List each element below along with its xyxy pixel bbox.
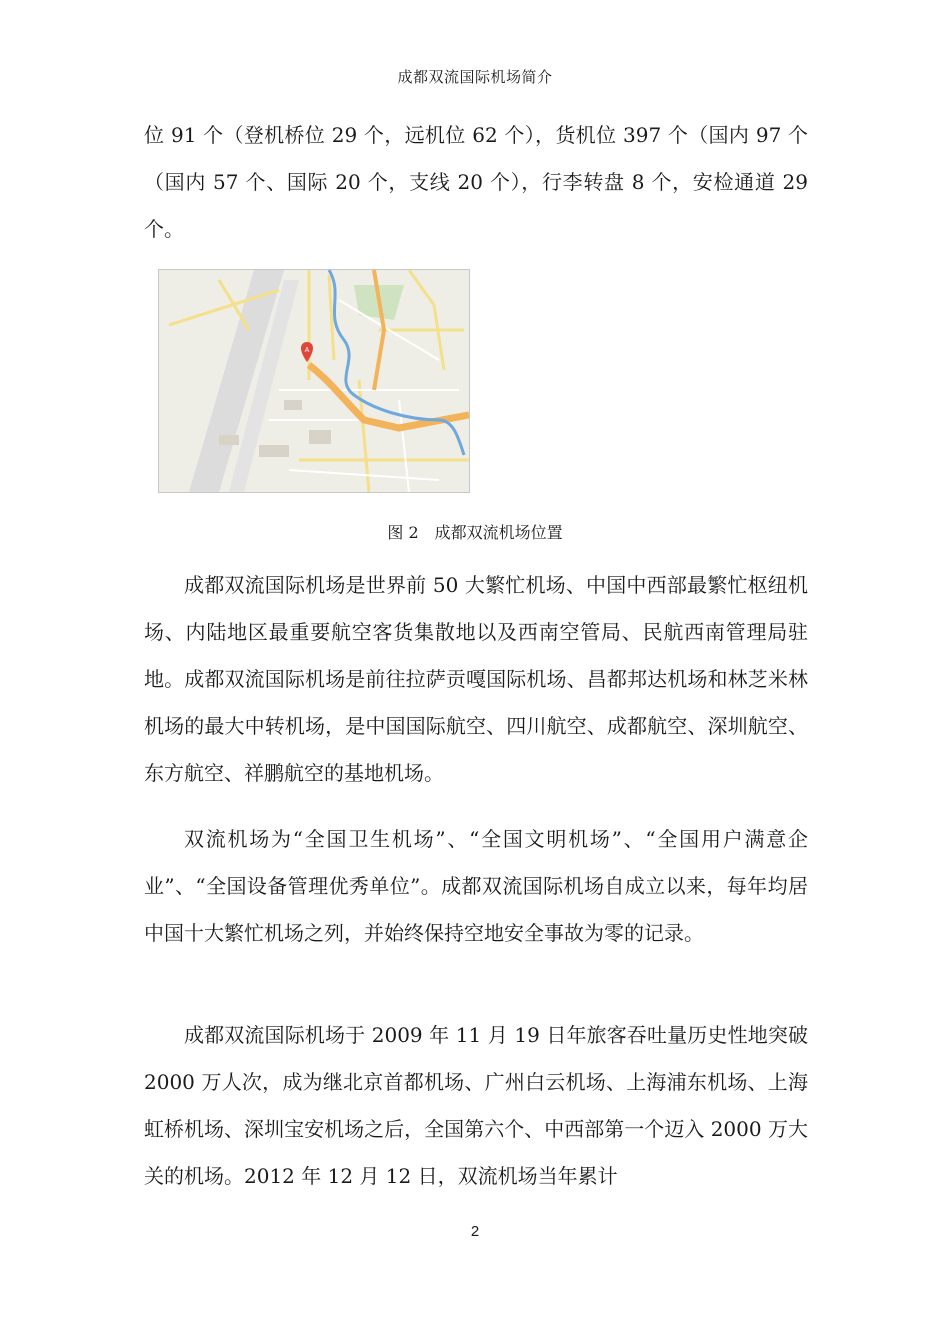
page-number: 2 [470,1223,480,1240]
page-header-title: 成都双流国际机场简介 [397,68,553,86]
paragraph-2-text: 成都双流国际机场是世界前 50 大繁忙机场、中国中西部最繁忙枢纽机场、内陆地区最重要航空客货集散地以及西南空管局、民航西南管理局驻地。成都双流国际机场是前往拉萨贡嘎国际机场、昌都邦达机场和林芝米林机场的最大中转机场，是中国国际航空、四川航空、成都航空、深圳航空、东方航空、祥鹏航空的基地机场。 [144,573,808,785]
map-figure [158,269,470,493]
paragraph-4 [144,1012,808,1200]
airport-location-map [159,270,469,492]
paragraph-3-text: 双流机场为“全国卫生机场”、“全国文明机场”、“全国用户满意企业”、“全国设备管理优秀单位”。成都双流国际机场自成立以来，每年均居中国十大繁忙机场之列，并始终保持空地安全事故为零的记录。 [144,827,808,945]
figure-caption: 图 2 成都双流机场位置 [387,523,563,542]
paragraph-4-text: 成都双流国际机场于 2009 年 11 月 19 日年旅客吞吐量历史性地突破 2000 万人次，成为继北京首都机场、广州白云机场、上海浦东机场、上海虹桥机场、深圳宝安机场之后，全国第六个、中西部第一个迈入 2000 万大关的机场。2012 年 12 月 12 日，双流机场当年累计 [144,1023,808,1188]
paragraph-1 [144,112,808,253]
pin-label: A [304,347,310,354]
paragraph-1-text: 位 91 个（登机桥位 29 个，远机位 62 个），货机位 397 个（国内 97 个（国内 57 个、国际 20 个，支线 20 个），行李转盘 8 个，安检通道 29 个。 [144,123,808,241]
paragraph-2 [144,562,808,797]
paragraph-3 [144,816,808,957]
